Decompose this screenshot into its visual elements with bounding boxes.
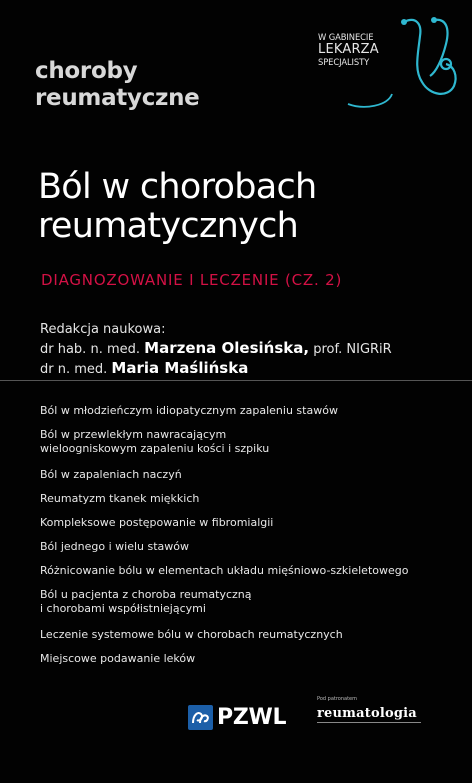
pzwl-logo-icon — [188, 705, 213, 730]
editor-2-name: Maria Maślińska — [111, 359, 249, 377]
topic-line: Ból jednego i wielu stawów — [40, 540, 189, 553]
badge-line-2: LEKARZA — [318, 42, 379, 57]
editor-1-suffix: prof. NIGRiR — [313, 342, 392, 357]
editors-label: Redakcja naukowa: — [40, 322, 166, 337]
topic-line: Miejscowe podawanie leków — [40, 652, 196, 665]
topics-list — [40, 404, 440, 676]
topic-item — [40, 540, 440, 564]
patron-label: Pod patronatem — [317, 696, 358, 702]
topic-line: Ból w przewlekłym nawracającym — [40, 428, 227, 441]
topic-line: i chorobami współistniejącymi — [40, 602, 206, 615]
badge-line-1: W GABINECIE — [318, 32, 374, 42]
topic-line: Ból u pacjenta z choroba reumatyczną — [40, 588, 252, 601]
editors-block — [40, 320, 392, 379]
series-badge — [318, 14, 460, 114]
topic-item — [40, 428, 440, 468]
topic-line: Ból w zapaleniach naczyń — [40, 468, 182, 481]
series-title — [35, 58, 199, 112]
topic-line: Reumatyzm tkanek miękkich — [40, 492, 200, 505]
publisher-name: PZWL — [217, 705, 287, 730]
topic-item — [40, 492, 440, 516]
badge-text — [318, 32, 402, 68]
editor-2-prefix: dr n. med. — [40, 362, 108, 377]
badge-line-3: SPECJALISTY — [318, 57, 370, 67]
series-line-1: choroby — [35, 58, 138, 84]
topic-line: Leczenie systemowe bólu w chorobach reumatycznych — [40, 628, 343, 641]
topic-item — [40, 628, 440, 652]
topic-line: wieloogniskowym zapaleniu kości i szpiku — [40, 442, 270, 455]
topic-item — [40, 468, 440, 492]
topic-item — [40, 404, 440, 428]
editor-2 — [40, 359, 392, 379]
topic-line: Różnicowanie bólu w elementach układu mięśniowo-szkieletowego — [40, 564, 409, 577]
editor-1 — [40, 339, 392, 359]
topic-item — [40, 516, 440, 540]
section-divider — [0, 380, 472, 381]
topic-item — [40, 652, 440, 676]
topic-item — [40, 588, 440, 628]
patron-name: reumatologia — [317, 706, 417, 721]
book-subtitle: DIAGNOZOWANIE I LECZENIE (CZ. 2) — [41, 271, 343, 289]
patron-block — [317, 696, 427, 723]
series-line-2: reumatyczne — [35, 85, 200, 111]
topic-line: Kompleksowe postępowanie w fibromialgii — [40, 516, 274, 529]
title-line-2: reumatycznych — [38, 206, 299, 246]
editor-1-name: Marzena Olesińska, — [144, 339, 310, 357]
topic-item — [40, 564, 440, 588]
topic-line: Ból w młodzieńczym idiopatycznym zapaleniu stawów — [40, 404, 338, 417]
editor-1-prefix: dr hab. n. med. — [40, 342, 141, 357]
title-line-1: Ból w chorobach — [38, 167, 317, 207]
patron-underline — [317, 722, 421, 723]
book-title — [38, 168, 317, 246]
